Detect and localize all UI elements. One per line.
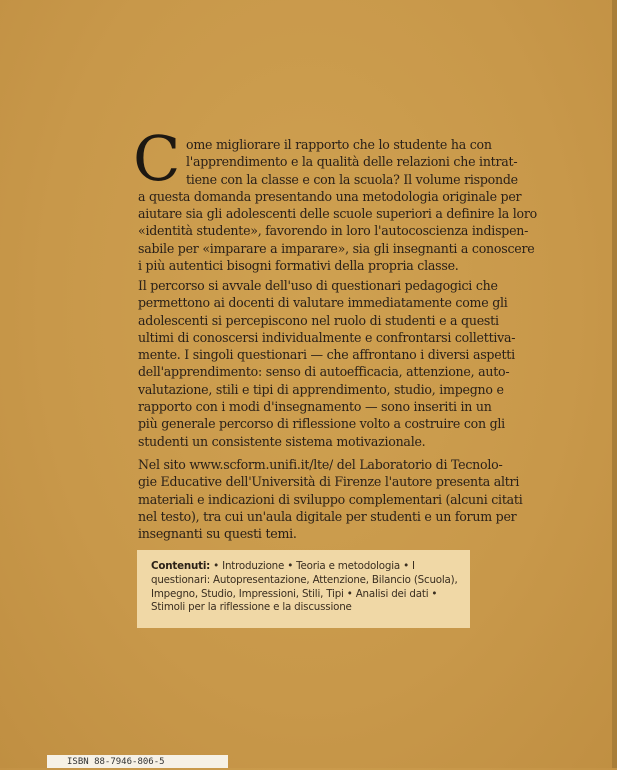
text-line: a questa domanda presentando una metodologia originale per <box>138 188 522 204</box>
text-line: Il percorso si avvale dell'uso di questionari pedagogici che <box>138 278 498 293</box>
text-line: gie Educative dell'Università di Firenze l'autore presenta altri <box>138 474 520 490</box>
blurb-paragraph-1 <box>138 136 537 274</box>
text-line: adolescenti si percepiscono nel ruolo di studenti e a questi <box>138 312 499 328</box>
text-line: sabile per «imparare a imparare», sia gli insegnanti a conoscere <box>138 240 535 256</box>
contents-label: Contenuti: <box>151 560 211 572</box>
text-line: permettono ai docenti di valutare immediatamente come gli <box>138 295 508 311</box>
text-line: i più autentici bisogni formativi della propria classe. <box>138 258 459 274</box>
text-line: l'apprendimento e la qualità delle relazioni che intrat- <box>186 154 518 170</box>
text-line: nel testo), tra cui un'aula digitale per studenti e un forum per <box>138 508 517 524</box>
text-line: materiali e indicazioni di sviluppo complementari (alcuni citati <box>138 491 523 507</box>
cover-edge <box>612 0 617 768</box>
text-line: più generale percorso di riflessione volto a costruire con gli <box>138 416 505 432</box>
blurb-paragraph-3 <box>138 456 523 542</box>
text-line: studenti un consistente sistema motivazionale. <box>138 433 426 449</box>
blurb-paragraph-2 <box>138 277 516 450</box>
text-line: dell'apprendimento: senso di autoefficacia, attenzione, auto- <box>138 364 510 380</box>
contents-text: • Introduzione • Teoria e metodologia • I questionari: Autopresentazione, Attenzione, Bilancio (Scuola), Impegno, Studio, Impressioni, Stili, Tipi • Analisi dei dati • Stimoli per la riflessione e la discussione <box>151 560 458 614</box>
drop-cap: C <box>133 122 181 195</box>
text-line: ultimi di conoscersi individualmente e confrontarsi collettiva- <box>138 329 516 345</box>
text-line: Nel sito www.scform.unifi.it/lte/ del Laboratorio di Tecnolo- <box>138 457 503 472</box>
text-line: «identità studente», favorendo in loro l'autocoscienza indispen- <box>138 223 529 239</box>
text-line: ome migliorare il rapporto che lo studente ha con <box>186 137 492 152</box>
text-line: mente. I singoli questionari — che affrontano i diversi aspetti <box>138 347 515 363</box>
isbn-label: ISBN 88-7946-806-5 <box>47 755 228 768</box>
text-line: valutazione, stili e tipi di apprendimento, studio, impegno e <box>138 381 504 397</box>
contents-box <box>137 550 470 628</box>
text-line: aiutare sia gli adolescenti delle scuole superiori a definire la loro <box>138 206 537 222</box>
text-line: tiene con la classe e con la scuola? Il volume risponde <box>186 171 518 187</box>
text-line: rapporto con i modi d'insegnamento — sono inseriti in un <box>138 399 492 415</box>
text-line: insegnanti su questi temi. <box>138 526 297 542</box>
